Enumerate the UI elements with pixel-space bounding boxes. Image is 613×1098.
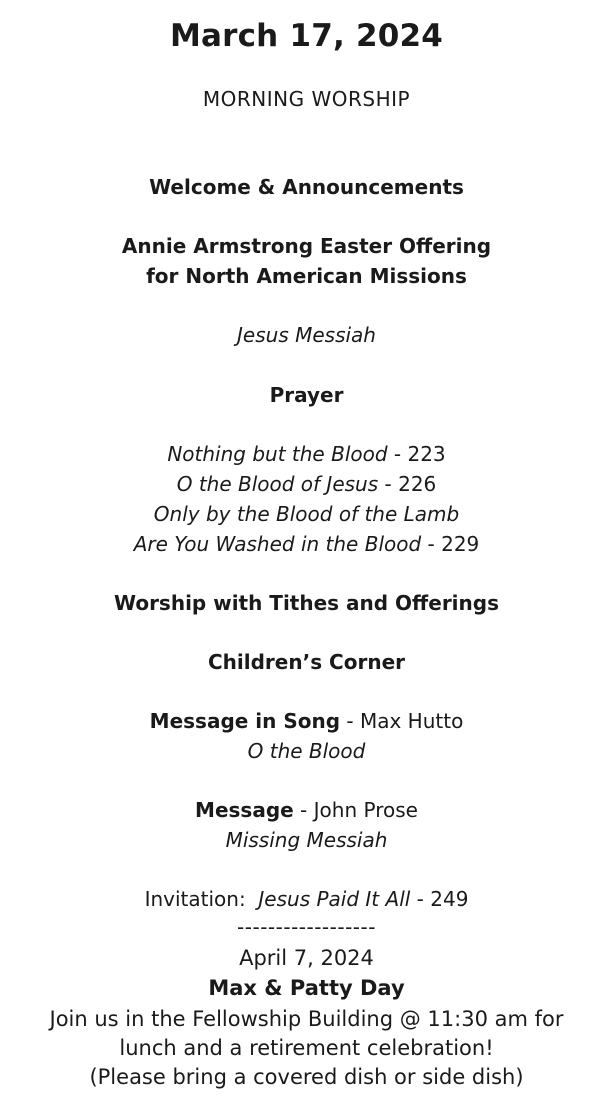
section-divider: ------------------ (237, 915, 376, 939)
hymn-3 (0, 504, 613, 524)
message-in-song-presenter: - Max Hutto (340, 709, 464, 733)
invitation-label: Invitation: (144, 887, 259, 911)
hymn-3-title: Only by the Blood of the Lamb (153, 502, 460, 526)
welcome-item: Welcome & Announcements (149, 175, 464, 199)
message-item (0, 800, 613, 820)
message-in-song-title: O the Blood (247, 739, 366, 763)
hymn-2-number: - 226 (378, 472, 437, 496)
hymn-2-title: O the Blood of Jesus (176, 472, 379, 496)
message-in-song-item (0, 711, 613, 731)
event-details-line-2: lunch and a retirement celebration! (119, 1036, 494, 1060)
hymn-4 (0, 534, 613, 554)
invitation-song-number: - 249 (410, 887, 469, 911)
event-title: Max & Patty Day (208, 976, 405, 1000)
offering-line-1: Annie Armstrong Easter Offering (121, 234, 492, 258)
event-details-line-1: Join us in the Fellowship Building @ 11:30 am for (49, 1007, 564, 1031)
service-name: MORNING WORSHIP (202, 87, 411, 111)
hymn-1-number: - 223 (387, 442, 446, 466)
message-in-song-label: Message in Song (149, 709, 341, 733)
invitation-item (0, 889, 613, 909)
tithes-item: Worship with Tithes and Offerings (113, 591, 499, 615)
hymn-1-title: Nothing but the Blood (167, 442, 388, 466)
hymn-1 (0, 444, 613, 464)
song-jesus-messiah: Jesus Messiah (237, 323, 376, 347)
prayer-item: Prayer (269, 383, 344, 407)
message-label: Message (195, 798, 294, 822)
message-title: Missing Messiah (225, 828, 388, 852)
event-date: April 7, 2024 (239, 946, 374, 970)
event-details-line-3: (Please bring a covered dish or side dish) (89, 1065, 524, 1089)
childrens-corner-item: Children’s Corner (207, 650, 406, 674)
message-presenter: - John Prose (293, 798, 418, 822)
hymn-4-title: Are You Washed in the Blood (133, 532, 422, 556)
invitation-song-title: Jesus Paid It All (258, 887, 411, 911)
offering-line-2: for North American Missions (146, 264, 467, 288)
hymn-4-number: - 229 (421, 532, 480, 556)
hymn-2 (0, 474, 613, 494)
service-date: March 17, 2024 (169, 18, 444, 54)
